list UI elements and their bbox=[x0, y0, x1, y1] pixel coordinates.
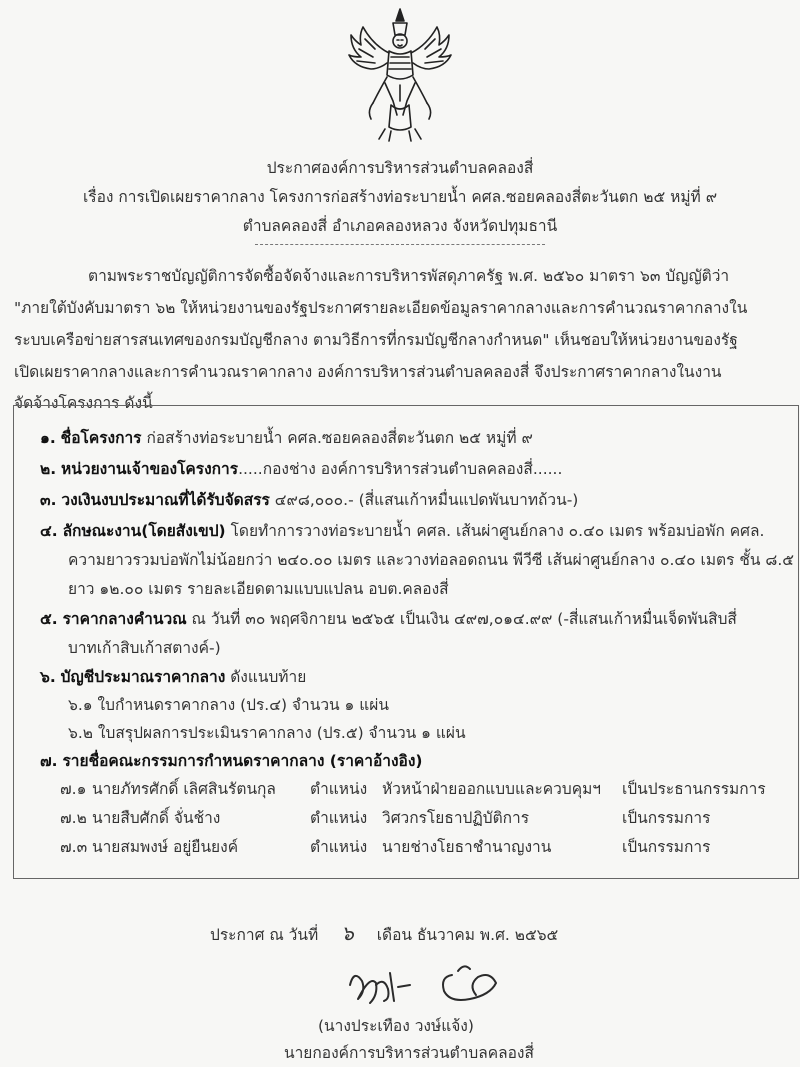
intro-line: จัดจ้างโครงการ ดังนี้ bbox=[14, 394, 153, 412]
committee-position: วิศวกรโยธาปฏิบัติการ bbox=[382, 809, 530, 827]
item-work-description-line3: ยาว ๑๒.๐๐ เมตร รายละเอียดตามแบบแปลน อบต.คลองสี่ bbox=[68, 580, 449, 598]
committee-position: หัวหน้าฝ่ายออกแบบและควบคุมฯ bbox=[382, 780, 601, 798]
date-day-handwritten: ๖ bbox=[341, 921, 354, 945]
item-number: ๑. bbox=[40, 429, 56, 447]
committee-role: เป็นกรรมการ bbox=[622, 838, 711, 856]
item-committee bbox=[40, 748, 423, 773]
item-number: ๔. bbox=[40, 522, 58, 540]
intro-line: ตามพระราชบัญญัติการจัดซื้อจัดจ้างและการบริหารพัสดุภาครัฐ พ.ศ. ๒๕๖๐ มาตรา ๖๓ บัญญัติว่า bbox=[88, 267, 730, 285]
intro-line: ระบบเครือข่ายสารสนเทศของกรมบัญชีกลาง ตามวิธีการที่กรมบัญชีกลางกำหนด" เห็นชอบให้หน่วยงานของรัฐ bbox=[14, 331, 738, 349]
item-value: ดังแนบท้าย bbox=[230, 668, 307, 686]
item-number: ๖. bbox=[40, 668, 56, 686]
committee-role: เป็นประธานกรรมการ bbox=[622, 780, 766, 798]
signer-name: (นางประเทือง วงษ์แจ้ง) bbox=[318, 1017, 474, 1035]
garuda-emblem-icon bbox=[345, 5, 455, 145]
item-number: ๓. bbox=[40, 491, 57, 509]
item-label: บัญชีประมาณราคากลาง bbox=[60, 668, 226, 686]
committee-name: นายสืบศักดิ์ จั่นช้าง bbox=[92, 809, 221, 827]
announcement-location: ตำบลคลองสี่ อำเภอคลองหลวง จังหวัดปทุมธานี bbox=[242, 217, 558, 235]
item-number: ๕. bbox=[40, 610, 58, 628]
item-label: รายชื่อคณะกรรมการกำหนดราคากลาง (ราคาอ้างอิง) bbox=[62, 752, 423, 770]
item-attachment-pr5: ๖.๒ ใบสรุปผลการประเมินราคากลาง (ปร.๕) จำนวน ๑ แผ่น bbox=[68, 724, 466, 742]
date-suffix: เดือน ธันวาคม พ.ศ. ๒๕๖๕ bbox=[376, 926, 559, 944]
item-value: ก่อสร้างท่อระบายน้ำ คศล.ซอยคลองสี่ตะวันตก ๒๕ หมู่ที่ ๙ bbox=[146, 429, 533, 447]
signature-icon bbox=[340, 955, 540, 1010]
committee-number: ๗.๓ bbox=[60, 838, 88, 856]
item-label: ลักษณะงาน(โดยสังเขป) bbox=[62, 522, 226, 540]
committee-name: นายภัทรศักดิ์ เลิศสินรัตนกุล bbox=[92, 780, 276, 798]
item-attachment-pr4: ๖.๑ ใบกำหนดราคากลาง (ปร.๔) จำนวน ๑ แผ่น bbox=[68, 696, 389, 714]
date-prefix: ประกาศ ณ วันที่ bbox=[210, 926, 319, 944]
intro-line: "ภายใต้บังคับมาตรา ๖๒ ให้หน่วยงานของรัฐประกาศรายละเอียดข้อมูลราคากลางและการคำนวณราคากลางใน bbox=[14, 299, 748, 317]
item-owner-unit bbox=[40, 456, 562, 481]
signer-title: นายกองค์การบริหารส่วนตำบลคลองสี่ bbox=[284, 1044, 534, 1062]
item-value: ณ วันที่ ๓๐ พฤศจิกายน ๒๕๖๕ เป็นเงิน ๔๙๗,๐๑๔.๙๙ (-สี่แสนเก้าหมื่นเจ็ดพันสิบสี่ bbox=[191, 610, 737, 628]
item-work-description bbox=[40, 518, 764, 543]
committee-position-label: ตำแหน่ง bbox=[310, 838, 368, 856]
committee-position-label: ตำแหน่ง bbox=[310, 809, 368, 827]
committee-position: นายช่างโยธาชำนาญงาน bbox=[382, 838, 552, 856]
item-work-description-line2: ความยาวรวมบ่อพักไม่น้อยกว่า ๒๔๐.๐๐ เมตร และวางท่อลอดถนน พีวีซี เส้นผ่าศูนย์กลาง ๐.๔๐ เมตร ชั้น ๘.๕ bbox=[68, 551, 795, 569]
committee-role: เป็นกรรมการ bbox=[622, 809, 711, 827]
announcement-date bbox=[210, 917, 558, 949]
item-project-name bbox=[40, 425, 533, 450]
item-label: หน่วยงานเจ้าของโครงการ bbox=[61, 460, 239, 478]
item-budget bbox=[40, 487, 578, 512]
committee-name: นายสมพงษ์ อยู่ยืนยงค์ bbox=[92, 838, 239, 856]
item-price-estimate-list bbox=[40, 664, 306, 689]
item-value: .....กองช่าง องค์การบริหารส่วนตำบลคลองสี่...... bbox=[238, 460, 563, 478]
item-reference-price bbox=[40, 606, 737, 631]
committee-number: ๗.๑ bbox=[60, 780, 87, 798]
item-value: ๔๙๘,๐๐๐.- (สี่แสนเก้าหมื่นแปดพันบาทถ้วน-) bbox=[274, 491, 579, 509]
item-reference-price-line2: บาทเก้าสิบเก้าสตางค์-) bbox=[68, 639, 221, 657]
item-number: ๗. bbox=[40, 752, 58, 770]
item-value: โดยทำการวางท่อระบายน้ำ คศล. เส้นผ่าศูนย์กลาง ๐.๔๐ เมตร พร้อมบ่อพัก คศล. bbox=[230, 522, 765, 540]
intro-line: เปิดเผยราคากลางและการคำนวณราคากลาง องค์การบริหารส่วนตำบลคลองสี่ จึงประกาศราคากลางในงาน bbox=[14, 363, 722, 381]
divider-dashed bbox=[255, 244, 545, 245]
item-label: ราคากลางคำนวณ bbox=[62, 610, 187, 628]
committee-number: ๗.๒ bbox=[60, 809, 87, 827]
announcement-title: ประกาศองค์การบริหารส่วนตำบลคลองสี่ bbox=[266, 159, 534, 177]
committee-position-label: ตำแหน่ง bbox=[310, 780, 368, 798]
item-label: วงเงินงบประมาณที่ได้รับจัดสรร bbox=[61, 491, 270, 509]
item-number: ๒. bbox=[40, 460, 57, 478]
announcement-subject: เรื่อง การเปิดเผยราคากลาง โครงการก่อสร้างท่อระบายน้ำ คศล.ซอยคลองสี่ตะวันตก ๒๕ หมู่ที่ ๙ bbox=[82, 188, 718, 206]
item-label: ชื่อโครงการ bbox=[60, 429, 142, 447]
